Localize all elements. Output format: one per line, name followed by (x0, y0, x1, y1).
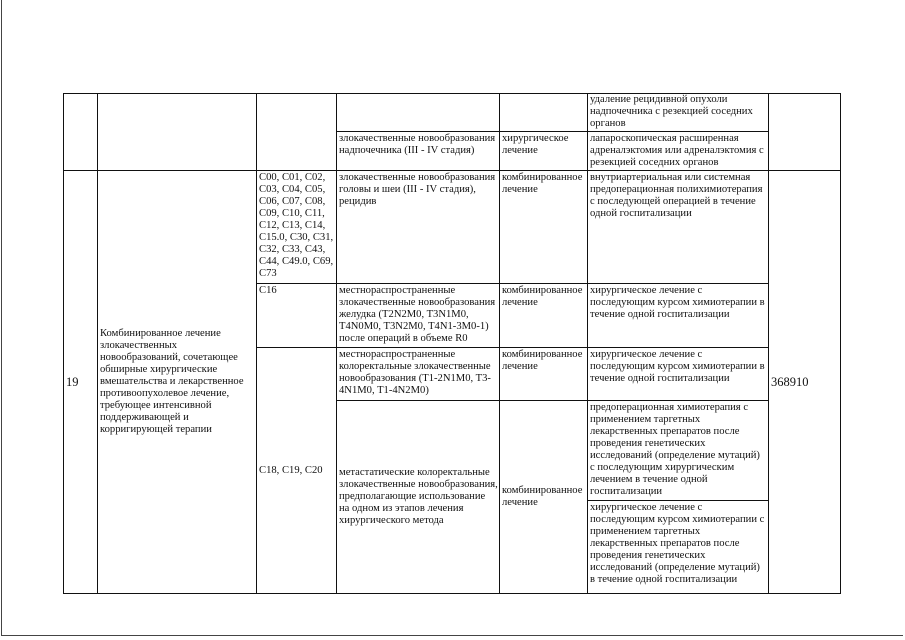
method-cell (588, 401, 769, 501)
model-cell (337, 284, 500, 348)
treatment-text: комбинированное лечение (502, 485, 583, 508)
cost-value: 368910 (771, 375, 809, 389)
model-cell (337, 348, 500, 401)
empty-cell (64, 94, 98, 171)
method-text: хирургическое лечение с последующим курсом химиотерапии с применением таргетных лекарственных препаратов после проведения генетических исследований (определение мутаций) в течение одной госпитализации (590, 502, 765, 585)
treatment-text: комбинированное лечение (502, 172, 583, 195)
medical-care-table (63, 93, 841, 594)
model-cell (337, 171, 500, 284)
model-text: злокачественные новообразования головы и шеи (III - IV стадия), рецидив (339, 172, 496, 207)
treatment-cell (500, 171, 588, 284)
icd-codes-cell (257, 284, 337, 348)
model-cell (337, 401, 500, 594)
empty-cell (500, 94, 588, 132)
icd-codes-cell (257, 348, 337, 594)
method-text: внутриартериальная или системная предоперационная полихимиотерапия с последующей операцией в течение одной госпитализации (590, 172, 763, 219)
treatment-text: комбинированное лечение (502, 349, 583, 372)
treatment-cell (500, 132, 588, 171)
treatment-cell (500, 284, 588, 348)
icd-codes: C00, C01, C02, C03, C04, C05, C06, C07, C08, C09, C10, C11, C12, C13, C14, C15.0, C30, C31, C32, C33, C43, C44, C49.0, C69, C73 (259, 172, 334, 279)
treatment-cell (500, 348, 588, 401)
method-cell (588, 94, 769, 132)
method-text: хирургическое лечение с последующим курсом химиотерапии в течение одной госпитализации (590, 285, 765, 320)
model-text: местнораспространенные злокачественные новообразования желудка (T2N2M0, T3N1M0, T4N0M0, T3N2M0, T4N1-3M0-1) после операций в объеме R0 (339, 285, 496, 344)
treatment-cell (500, 401, 588, 594)
row-number-cell (64, 171, 98, 594)
care-type-cell (98, 171, 257, 594)
model-text: местнораспространенные колоректальные злокачественные новообразования (T1-2N1M0, T3-4N1M0, T1-4N2M0) (339, 349, 491, 396)
method-text: хирургическое лечение с последующим курсом химиотерапии в течение одной госпитализации (590, 349, 765, 384)
method-cell (588, 284, 769, 348)
method-text: предоперационная химиотерапия с применением таргетных лекарственных препаратов после проведения генетических исследований (определение мутаций) с последующим хирургическим лечением в течение одной госпитализации (590, 402, 760, 497)
row-number: 19 (66, 375, 79, 389)
icd-codes-cell (257, 171, 337, 284)
treatment-text: комбинированное лечение (502, 285, 583, 308)
cost-cell (769, 171, 841, 594)
empty-cell (98, 94, 257, 171)
method-cell (588, 501, 769, 594)
icd-codes: C18, C19, C20 (259, 464, 323, 476)
care-type-name: Комбинированное лечение злокачественных новообразований, сочетающее обширные хирургические вмешательства и лекарственное противоопухолевое лечение, требующее интенсивной поддерживающей и корригирующей терапии (100, 328, 244, 435)
method-cell (588, 132, 769, 171)
method-cell (588, 348, 769, 401)
treatment-text: хирургическое лечение (502, 133, 569, 156)
method-text: удаление рецидивной опухоли надпочечника с резекцией соседних органов (590, 94, 753, 129)
model-text: метастатические колоректальные злокачественные новообразования, предполагающие использование на одном из этапов лечения хирургического метода (339, 467, 498, 526)
method-text: лапароскопическая расширенная адреналэктомия или адреналэктомия с резекцией соседних органов (590, 133, 764, 168)
icd-codes: C16 (259, 285, 277, 296)
method-cell (588, 171, 769, 284)
empty-cell (257, 94, 337, 171)
empty-cell (769, 94, 841, 171)
model-text: злокачественные новообразования надпочечника (III - IV стадия) (339, 133, 496, 156)
empty-cell (337, 94, 500, 132)
model-cell (337, 132, 500, 171)
